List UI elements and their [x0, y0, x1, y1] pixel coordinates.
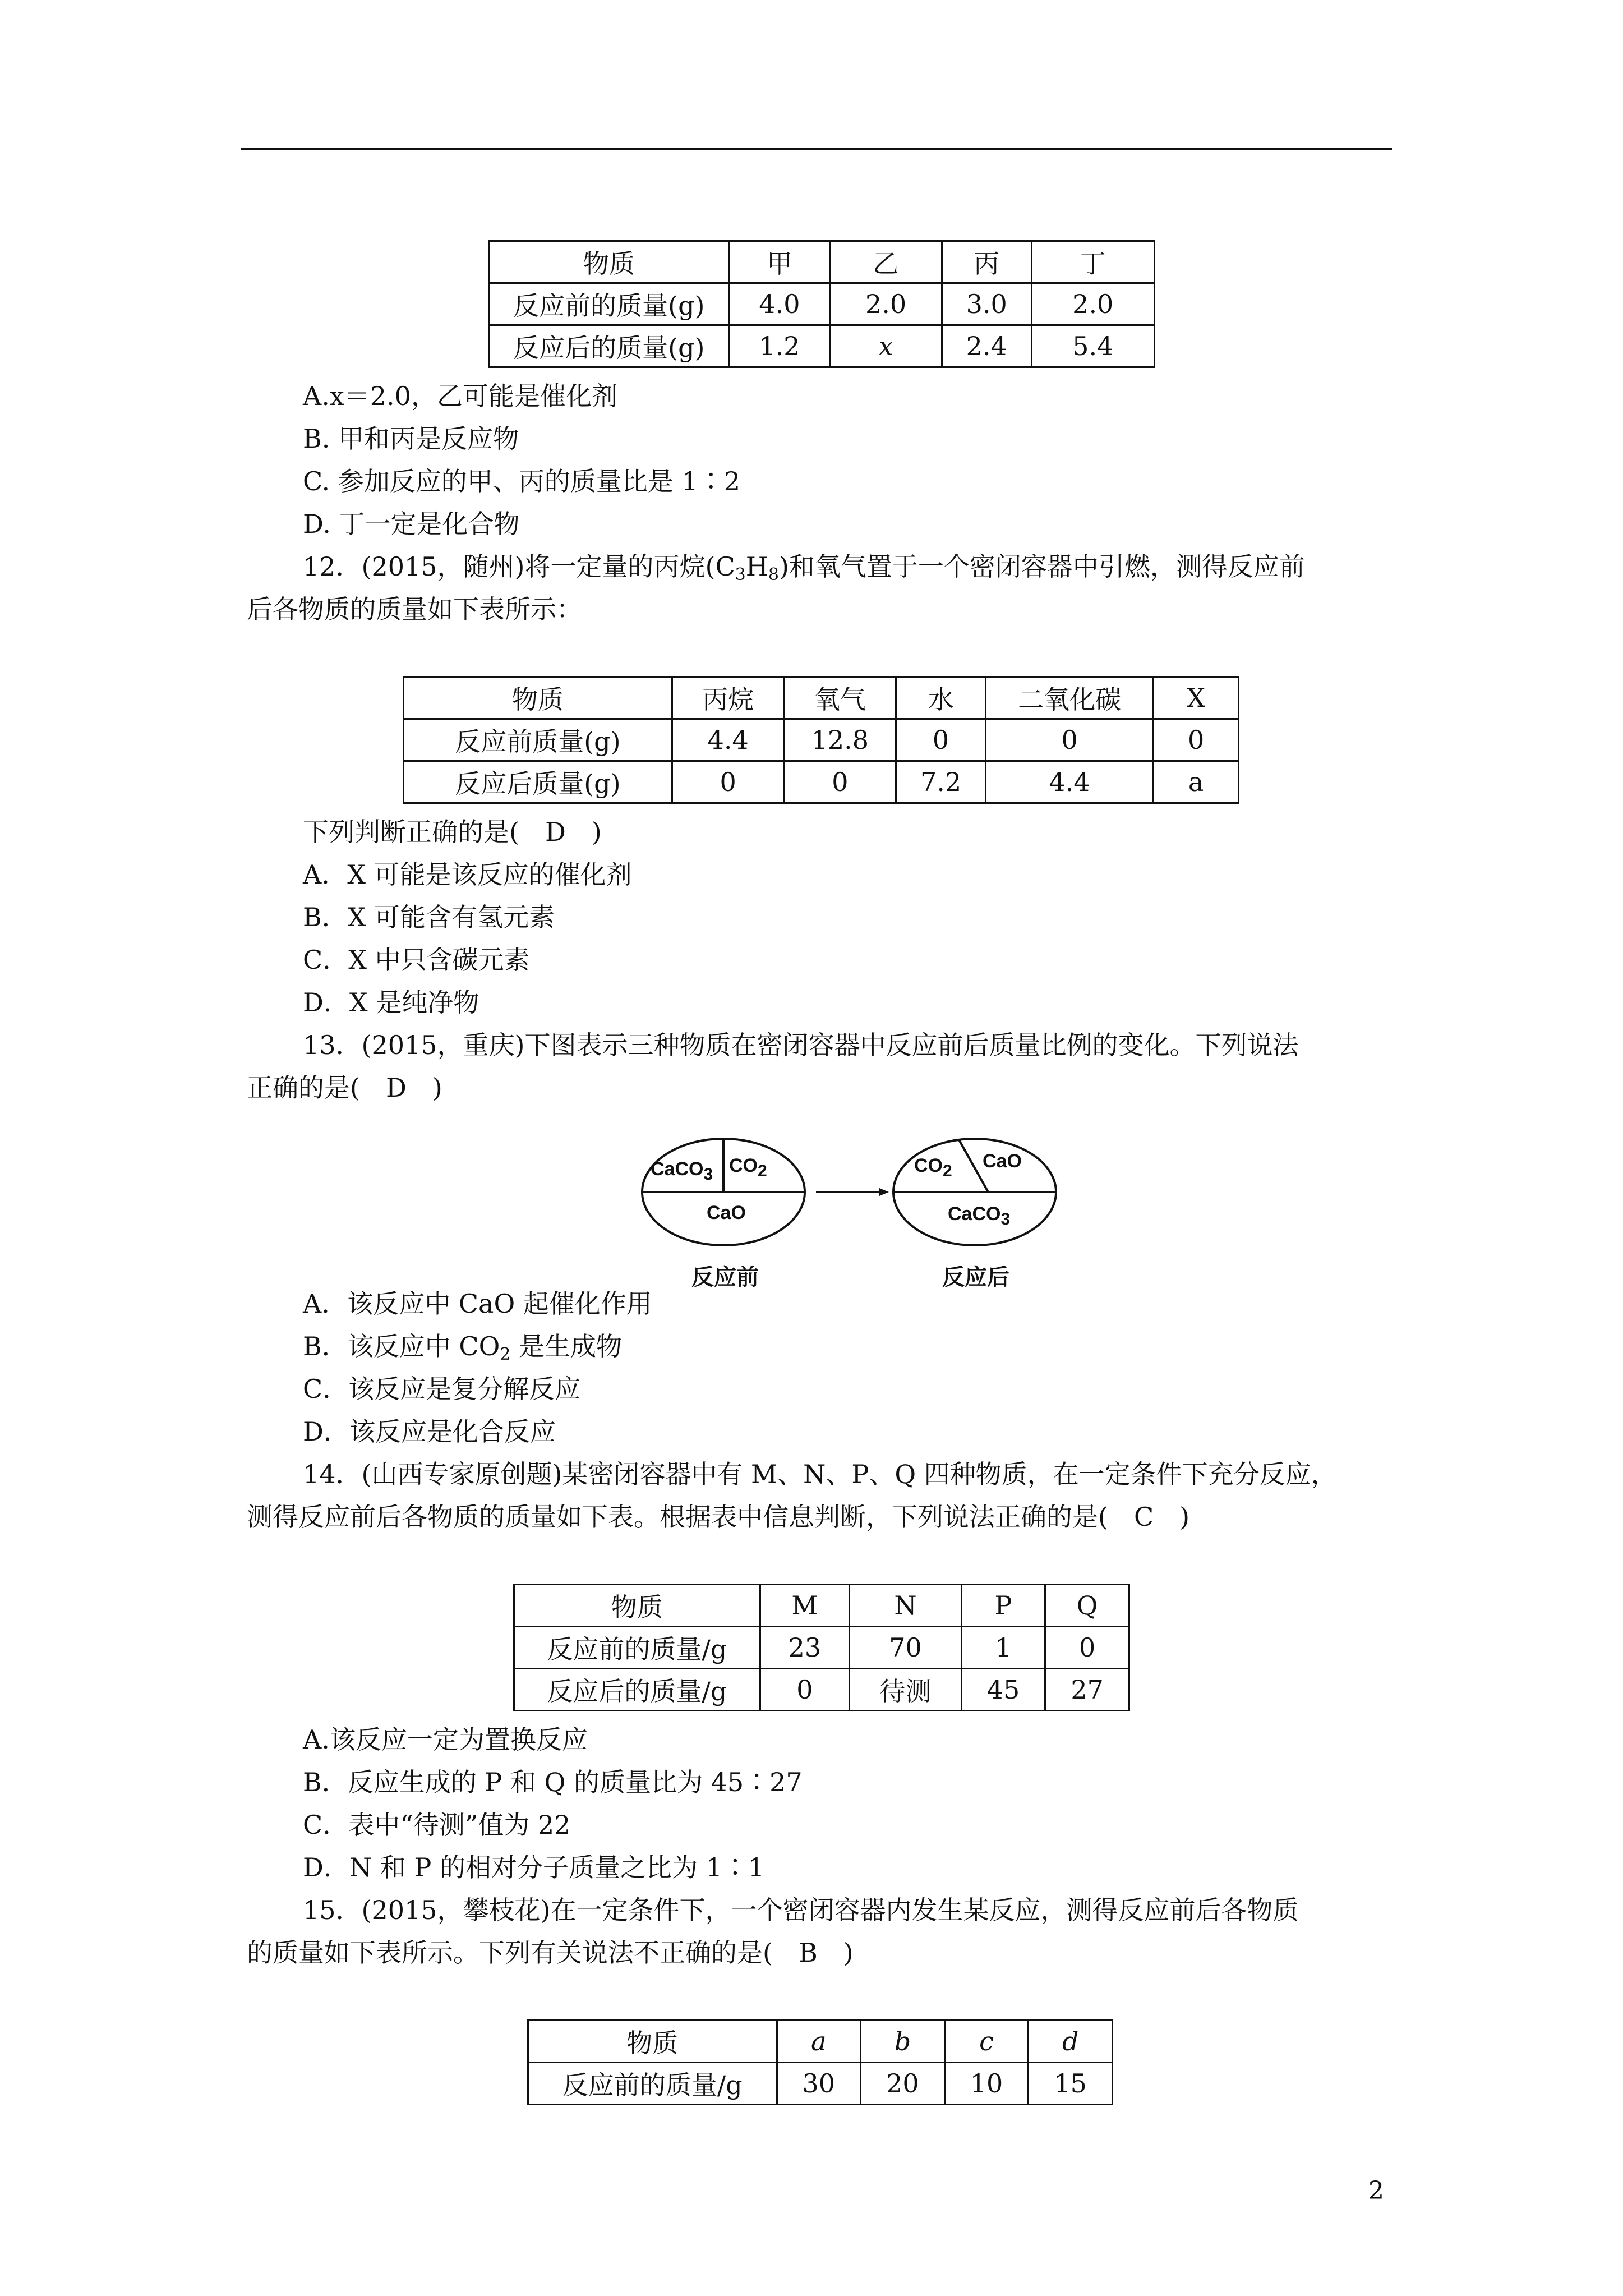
table-cell: 物质	[514, 1585, 760, 1627]
q14-stem-line1: 14．(山西专家原创题)某密闭容器中有 M、N、P、Q 四种物质，在一定条件下充分反应，	[303, 1459, 1337, 1489]
q12-table	[403, 676, 1239, 804]
table-cell: 2.4	[942, 325, 1031, 367]
table-cell: 反应前质量(g)	[404, 719, 672, 761]
q14-stem-line2: 测得反应前后各物质的质量如下表。根据表中信息判断，下列说法正确的是( C )	[247, 1502, 1190, 1532]
table-cell: 0	[985, 719, 1153, 761]
table-cell: 丙烷	[672, 677, 784, 719]
table-cell: 15	[1029, 2063, 1113, 2105]
table-cell: 4.0	[729, 283, 830, 325]
header-rule	[241, 148, 1392, 150]
table-cell: 二氧化碳	[985, 677, 1153, 719]
q12-stem-line2: 后各物质的质量如下表所示：	[247, 594, 582, 624]
table-cell: d	[1029, 2021, 1113, 2063]
q14-option-d: D．N 和 P 的相对分子质量之比为 1∶1	[303, 1852, 765, 1883]
q11-option-c: C. 参加反应的甲、丙的质量比是 1∶2	[303, 466, 740, 496]
table-cell: 物质	[489, 241, 730, 283]
table-cell: 反应前的质量(g)	[489, 283, 730, 325]
before-label-caco3: CaCO$_3$	[651, 1158, 713, 1184]
after-label-co2: $CO_2$	[914, 1155, 952, 1180]
q12-stem-line1: 12．(2015，随州)将一定量的丙烷$(C_3H_8)$和氧气置于一个密闭容器中引燃，测得反应前	[303, 551, 1305, 585]
table-cell: Q	[1045, 1585, 1129, 1627]
table-cell: 0	[1045, 1627, 1129, 1669]
table-cell: c	[944, 2021, 1029, 2063]
table-cell: 1.2	[729, 325, 830, 367]
after-label-cao: CaO	[983, 1151, 1022, 1172]
table-cell: M	[760, 1585, 850, 1627]
q12-question: 下列判断正确的是( D )	[303, 817, 602, 847]
q15-stem-line1: 15．(2015，攀枝花)在一定条件下，一个密闭容器内发生某反应，测得反应前后各物质	[303, 1895, 1299, 1925]
table-cell: 乙	[830, 241, 942, 283]
q12-option-b: B．X 可能含有氢元素	[303, 902, 555, 932]
table-cell: 45	[961, 1669, 1045, 1711]
arrow-head-icon	[879, 1188, 889, 1196]
table-cell: 丁	[1031, 241, 1155, 283]
table-cell: 12.8	[784, 719, 896, 761]
table-cell: 30	[777, 2063, 861, 2105]
table-cell: 5.4	[1031, 325, 1155, 367]
q12-option-d: D．X 是纯净物	[303, 987, 479, 1018]
q13-option-a: A．该反应中 CaO 起催化作用	[303, 1289, 652, 1319]
table-cell: x	[830, 325, 942, 367]
table-cell: 27	[1045, 1669, 1129, 1711]
before-label-co2: $CO_2$	[729, 1155, 767, 1180]
table-cell: 0	[672, 761, 784, 803]
caption-after: 反应后	[942, 1265, 1009, 1290]
before-label-cao: CaO	[707, 1202, 746, 1223]
reaction-diagram	[639, 1136, 1066, 1290]
table-row	[514, 1669, 1129, 1711]
table-cell: 4.4	[985, 761, 1153, 803]
table-cell: 水	[896, 677, 986, 719]
table-cell: 反应前的质量/g	[514, 1627, 760, 1669]
table-header-row	[528, 2021, 1113, 2063]
table-cell: 0	[760, 1669, 850, 1711]
table-header-row	[514, 1585, 1129, 1627]
table-cell: 物质	[528, 2021, 777, 2063]
page-number: 2	[1368, 2177, 1384, 2205]
table-row	[489, 325, 1155, 367]
table-cell: 反应后的质量(g)	[489, 325, 730, 367]
q13-option-c: C．该反应是复分解反应	[303, 1374, 581, 1404]
table-cell: 4.4	[672, 719, 784, 761]
table-cell: 20	[861, 2063, 945, 2105]
table-header-row	[489, 241, 1155, 283]
q11-option-a: A.x＝2.0，乙可能是催化剂	[303, 381, 617, 411]
table-cell: 待测	[850, 1669, 961, 1711]
table-cell: P	[961, 1585, 1045, 1627]
table-row	[404, 719, 1239, 761]
q13-stem-line2: 正确的是( D )	[247, 1073, 442, 1103]
table-cell: b	[861, 2021, 945, 2063]
q12-option-c: C．X 中只含碳元素	[303, 945, 530, 975]
q14-option-a: A.该反应一定为置换反应	[303, 1724, 588, 1755]
table-cell: 0	[1154, 719, 1239, 761]
table-cell: 23	[760, 1627, 850, 1669]
table-cell: a	[777, 2021, 861, 2063]
table-cell: a	[1154, 761, 1239, 803]
after-label-caco3: CaCO$_3$	[948, 1203, 1011, 1228]
table-row	[528, 2063, 1113, 2105]
q14-table	[513, 1584, 1130, 1711]
table-header-row	[404, 677, 1239, 719]
q11-option-b: B. 甲和丙是反应物	[303, 424, 519, 454]
table-cell: 7.2	[896, 761, 986, 803]
q14-option-b: B．反应生成的 P 和 Q 的质量比为 45∶27	[303, 1767, 803, 1797]
table-cell: 反应后质量(g)	[404, 761, 672, 803]
table-cell: 物质	[404, 677, 672, 719]
table-cell: 3.0	[942, 283, 1031, 325]
table-cell: 甲	[729, 241, 830, 283]
q11-table	[488, 240, 1155, 368]
table-cell: 70	[850, 1627, 961, 1669]
table-cell: 反应后的质量/g	[514, 1669, 760, 1711]
table-cell: 氧气	[784, 677, 896, 719]
table-cell: 0	[896, 719, 986, 761]
table-row	[404, 761, 1239, 803]
q15-table	[527, 2019, 1113, 2105]
table-cell: 反应前的质量/g	[528, 2063, 777, 2105]
table-row	[489, 283, 1155, 325]
q14-option-c: C．表中“待测”值为 22	[303, 1810, 571, 1840]
caption-before: 反应前	[691, 1265, 759, 1290]
q12-option-a: A．X 可能是该反应的催化剂	[303, 859, 632, 890]
q13-option-d: D．该反应是化合反应	[303, 1416, 556, 1447]
q13-stem-line1: 13．(2015，重庆)下图表示三种物质在密闭容器中反应前后质量比例的变化。下列说法	[303, 1030, 1299, 1060]
table-cell: 0	[784, 761, 896, 803]
q13-option-b: B．该反应中 $CO_2$ 是生成物	[303, 1331, 623, 1364]
table-row	[514, 1627, 1129, 1669]
table-cell: 2.0	[830, 283, 942, 325]
table-cell: 10	[944, 2063, 1029, 2105]
table-cell: 2.0	[1031, 283, 1155, 325]
q11-option-d: D. 丁一定是化合物	[303, 509, 520, 539]
table-cell: N	[850, 1585, 961, 1627]
table-cell: 丙	[942, 241, 1031, 283]
q15-stem-line2: 的质量如下表所示。下列有关说法不正确的是( B )	[247, 1938, 854, 1968]
table-cell: 1	[961, 1627, 1045, 1669]
table-cell: X	[1154, 677, 1239, 719]
